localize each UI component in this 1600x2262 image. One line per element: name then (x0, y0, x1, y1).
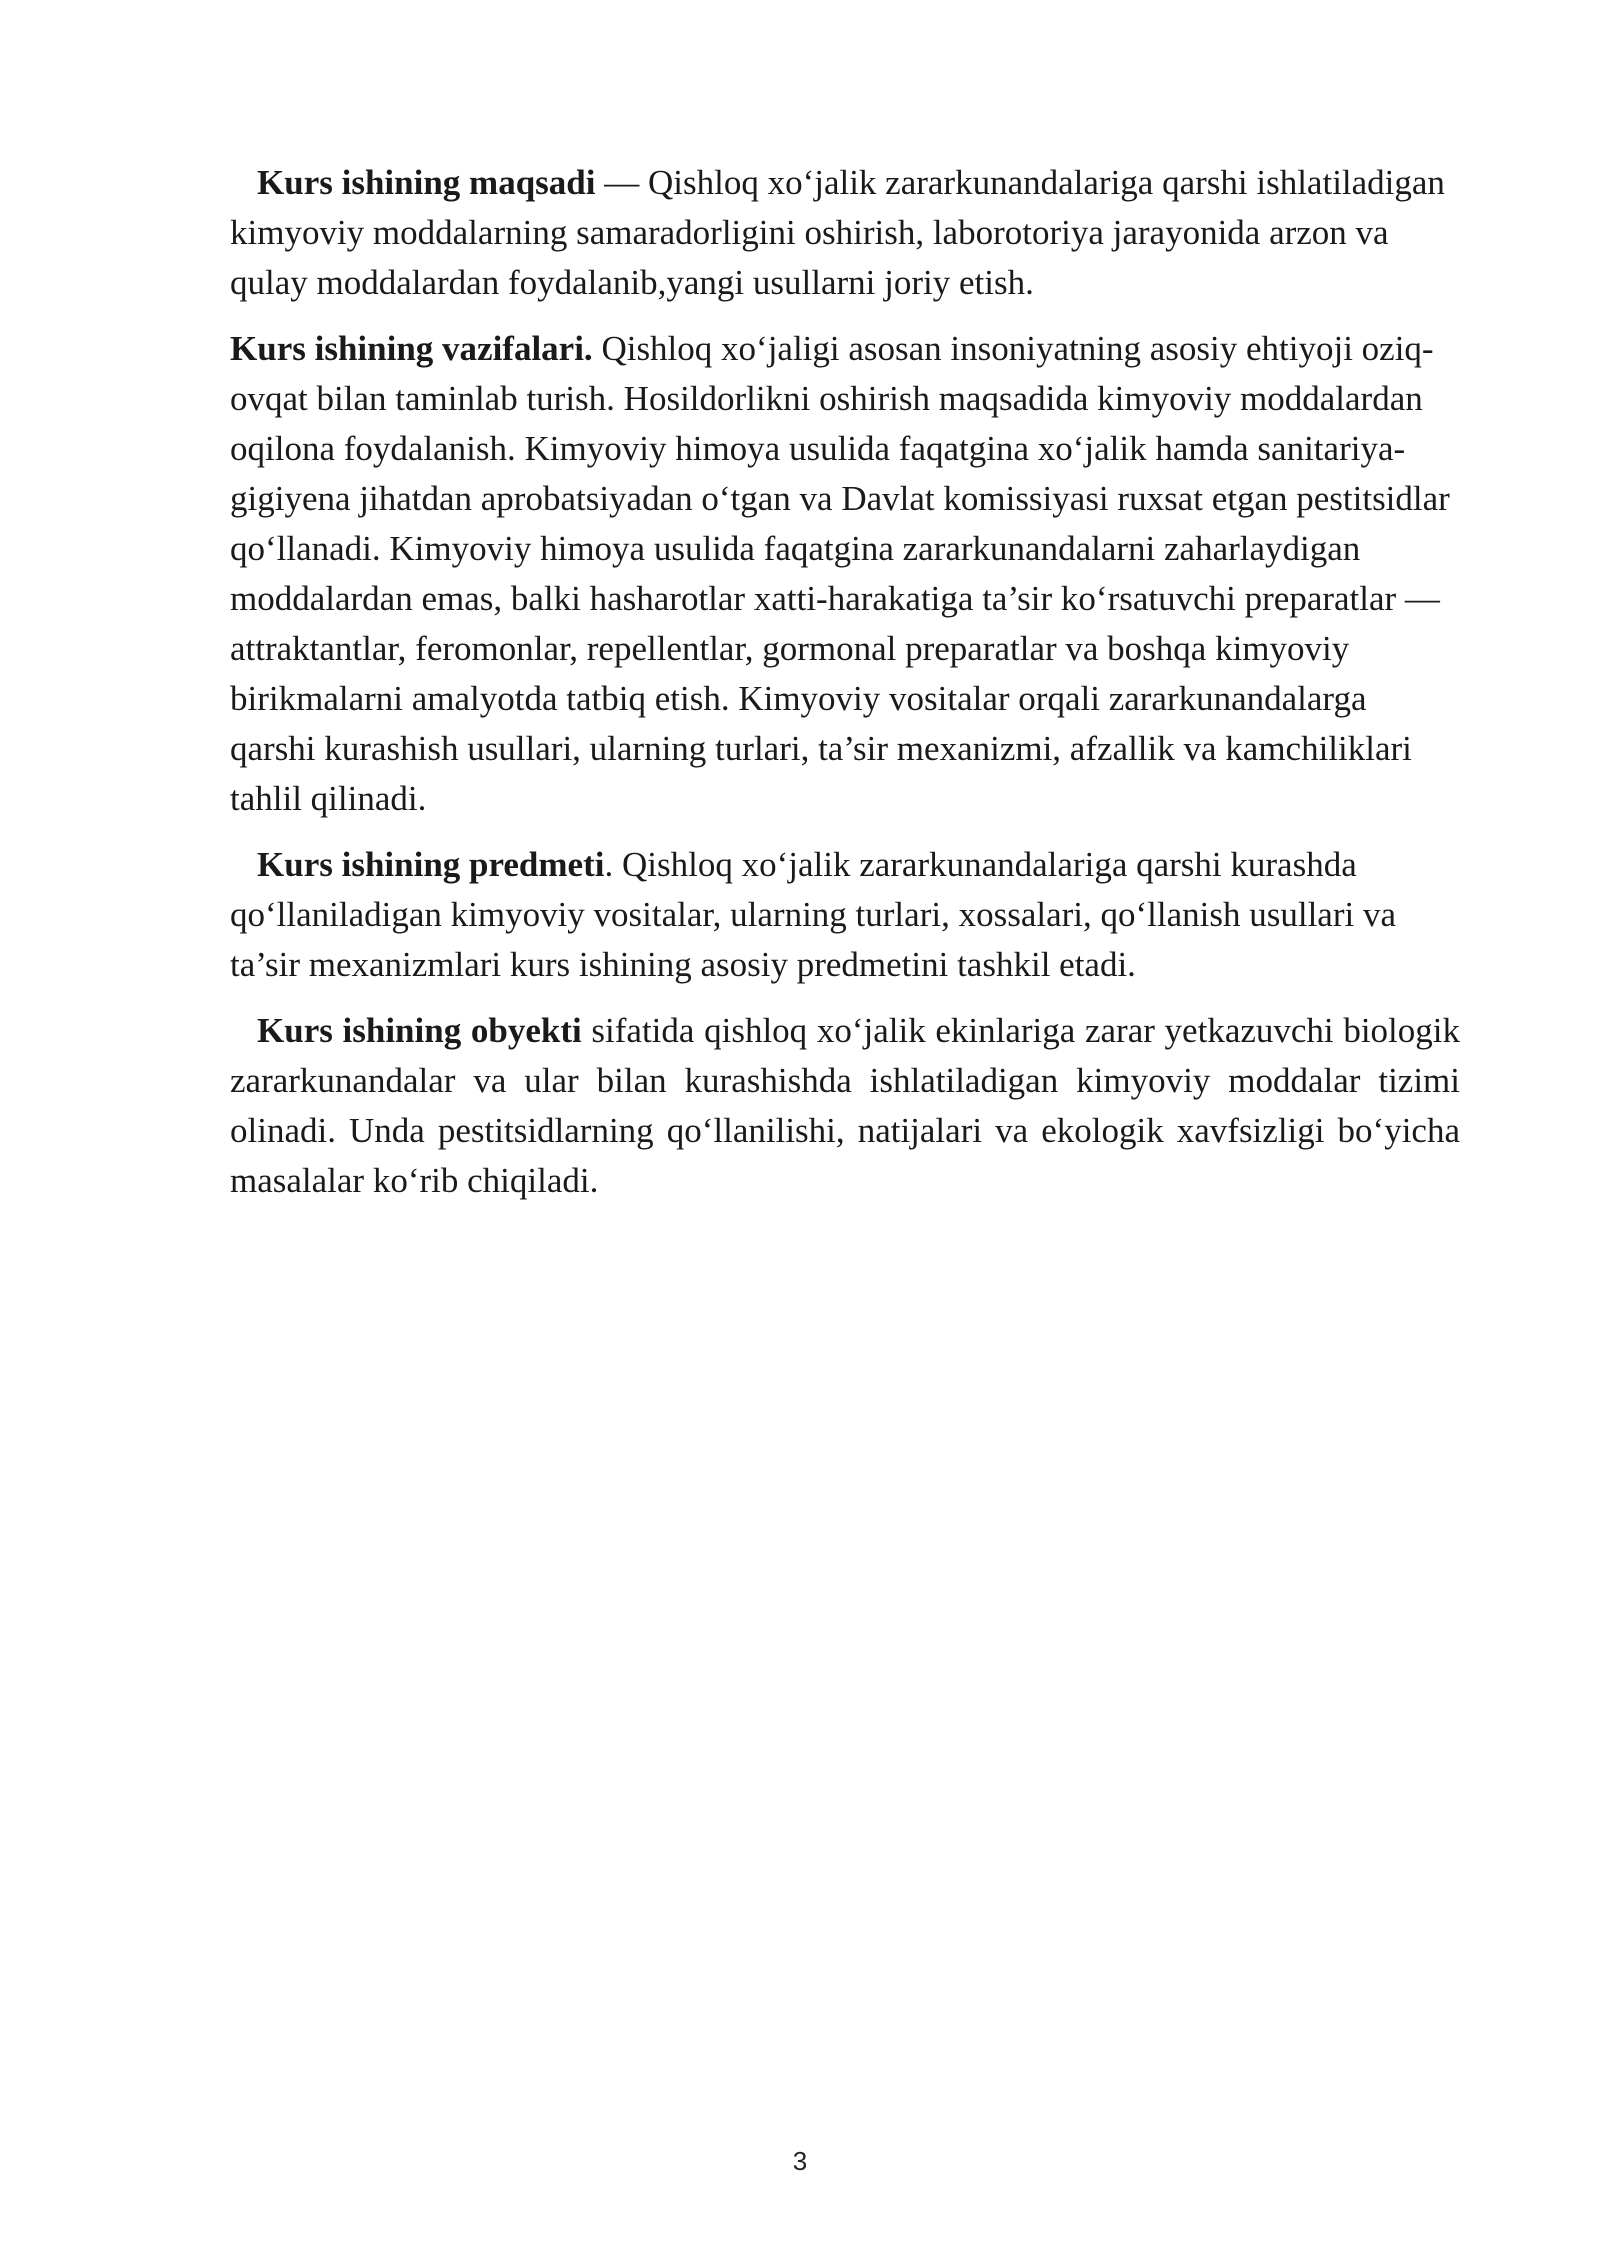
document-body (230, 158, 1460, 1222)
paragraph-predmeti (230, 840, 1460, 990)
paragraph-obyekti (230, 1006, 1460, 1206)
paragraph-heading-obyekti: Kurs ishining obyekti (257, 1011, 582, 1050)
paragraph-heading-vazifalari: Kurs ishining vazifalari. (230, 329, 593, 368)
paragraph-vazifalari (230, 324, 1460, 824)
paragraph-heading-predmeti: Kurs ishining predmeti (257, 845, 605, 884)
page-number: 3 (792, 2146, 808, 2176)
paragraph-text-maqsadi: — Qishloq xo‘jalik zararkunandalariga qarshi ishlatiladigan kimyoviy moddalarning samaradorligini oshirish, laborotoriya jarayonida arzon va qulay moddalardan foydalanib,yangi usullarni joriy etish. (230, 163, 1445, 302)
paragraph-text-vazifalari: Qishloq xo‘jaligi asosan insoniyatning asosiy ehtiyoji oziq-ovqat bilan taminlab turish. Hosildorlikni oshirish maqsadida kimyoviy moddalardan oqilona foydalanish. Kimyoviy himoya usulida faqatgina xo‘jalik hamda sanitariya-gigiyena jihatdan aprobatsiyadan o‘tgan va Davlat komissiyasi ruxsat etgan pestitsidlar qo‘llanadi. Kimyoviy himoya usulida faqatgina zararkunandalarni zaharlaydigan moddalardan emas, balki hasharotlar xatti-harakatiga ta’sir ko‘rsatuvchi preparatlar — attraktantlar, feromonlar, repellentlar, gormonal preparatlar va boshqa kimyoviy birikmalarni amalyotda tatbiq etish. Kimyoviy vositalar orqali zararkunandalarga qarshi kurashish usullari, ularning turlari, ta’sir mexanizmi, afzallik va kamchiliklari tahlil qilinadi. (230, 329, 1450, 818)
paragraph-text-obyekti: sifatida qishloq xo‘jalik ekinlariga zarar yetkazuvchi biologik zararkunandalar va ular bilan kurashishda ishlatiladigan kimyoviy moddalar tizimi olinadi. Unda pestitsidlarning qo‘llanilishi, natijalari va ekologik xavfsizligi bo‘yicha masalalar ko‘rib chiqiladi. (230, 1011, 1460, 1200)
paragraph-maqsadi (230, 158, 1460, 308)
paragraph-text-predmeti: . Qishloq xo‘jalik zararkunandalariga qarshi kurashda qo‘llaniladigan kimyoviy vositalar, ularning turlari, xossalari, qo‘llanish usullari va ta’sir mexanizmlari kurs ishining asosiy predmetini tashkil etadi. (230, 845, 1396, 984)
paragraph-heading-maqsadi: Kurs ishining maqsadi (257, 163, 596, 202)
